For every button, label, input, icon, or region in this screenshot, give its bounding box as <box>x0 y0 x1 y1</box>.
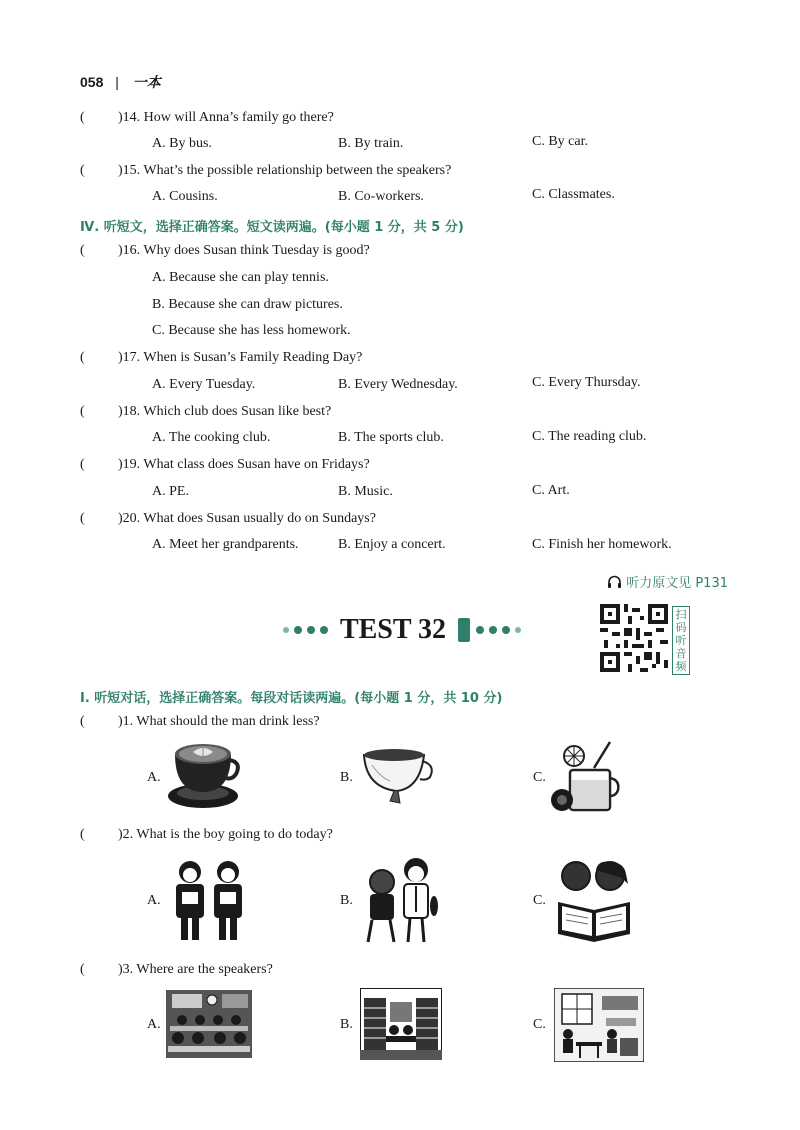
option-c: C. By car. <box>532 134 588 149</box>
kids-reading-image[interactable] <box>554 858 634 947</box>
listening-reference[interactable] <box>607 572 728 591</box>
section-1-title: Ⅰ. 听短对话，选择正确答案。每段对话读两遍。(每小题 1 分，共 10 分) <box>80 691 503 706</box>
answer-blank[interactable]: ( <box>80 243 85 258</box>
option-a: A. Because she can play tennis. <box>152 270 329 285</box>
option-a: A. By bus. <box>152 136 212 151</box>
page-number: 058 <box>80 74 104 90</box>
answer-blank[interactable]: ( <box>80 714 85 729</box>
question-17: ( )17. When is Susan’s Family Reading Day? <box>80 350 363 365</box>
qr-code[interactable] <box>600 604 668 672</box>
picture-label-a: A. <box>147 1017 161 1032</box>
decorative-dots-right <box>476 626 521 634</box>
restaurant-image[interactable] <box>554 988 644 1067</box>
headphones-icon <box>607 576 626 591</box>
question-15: ( )15. What’s the possible relationship between the speakers? <box>80 163 452 178</box>
picture-label-c: C. <box>533 1017 546 1032</box>
option-a: A. PE. <box>152 484 189 499</box>
answer-blank[interactable]: ( <box>80 163 85 178</box>
option-c: C. Finish her homework. <box>532 537 672 552</box>
answer-blank[interactable]: ( <box>80 827 85 842</box>
orange-juice-image[interactable] <box>550 740 620 821</box>
option-b: B. By train. <box>338 136 404 151</box>
question-2: ( )2. What is the boy going to do today? <box>80 827 333 842</box>
answer-blank[interactable]: ( <box>80 404 85 419</box>
option-a: A. The cooking club. <box>152 430 271 445</box>
decorative-dots-left <box>283 626 328 634</box>
option-b: B. Because she can draw pictures. <box>152 297 343 312</box>
page-header <box>80 72 161 92</box>
option-c: C. Because she has less homework. <box>152 323 351 338</box>
qr-label: 扫码听音频 <box>672 606 690 675</box>
picture-label-a: A. <box>147 770 161 785</box>
reference-text: 听力原文见 P131 <box>626 576 728 591</box>
picture-label-b: B. <box>340 1017 353 1032</box>
option-b: B. Co-workers. <box>338 189 424 204</box>
brand-logo-text: 一本 <box>132 75 161 91</box>
picture-label-a: A. <box>147 893 161 908</box>
title-tag-icon <box>458 618 470 642</box>
tea-cup-image[interactable] <box>360 747 438 810</box>
header-separator: | <box>115 74 119 90</box>
kids-talking-image[interactable] <box>362 856 442 949</box>
classroom-image[interactable] <box>166 990 252 1063</box>
option-b: B. Enjoy a concert. <box>338 537 446 552</box>
option-a: A. Cousins. <box>152 189 218 204</box>
test-title: TEST 32 <box>339 614 447 645</box>
coffee-cup-image[interactable] <box>166 740 240 815</box>
option-b: B. The sports club. <box>338 430 444 445</box>
picture-label-b: B. <box>340 893 353 908</box>
option-c: C. Classmates. <box>532 187 615 202</box>
question-20: ( )20. What does Susan usually do on Sundays? <box>80 511 376 526</box>
answer-blank[interactable]: ( <box>80 457 85 472</box>
option-c: C. Art. <box>532 483 570 498</box>
answer-blank[interactable]: ( <box>80 350 85 365</box>
option-c: C. Every Thursday. <box>532 375 641 390</box>
section-4-title: Ⅳ. 听短文，选择正确答案。短文读两遍。(每小题 1 分，共 5 分) <box>80 220 464 235</box>
question-19: ( )19. What class does Susan have on Fridays? <box>80 457 370 472</box>
picture-label-c: C. <box>533 770 546 785</box>
question-18: ( )18. Which club does Susan like best? <box>80 404 332 419</box>
question-16: ( )16. Why does Susan think Tuesday is good? <box>80 243 370 258</box>
question-3: ( )3. Where are the speakers? <box>80 962 273 977</box>
question-14: ( )14. How will Anna’s family go there? <box>80 110 334 125</box>
option-a: A. Meet her grandparents. <box>152 537 299 552</box>
option-a: A. Every Tuesday. <box>152 377 256 392</box>
question-1: ( )1. What should the man drink less? <box>80 714 320 729</box>
picture-label-c: C. <box>533 893 546 908</box>
option-c: C. The reading club. <box>532 429 647 444</box>
library-image[interactable] <box>360 988 442 1065</box>
option-b: B. Music. <box>338 484 393 499</box>
answer-blank[interactable]: ( <box>80 110 85 125</box>
answer-blank[interactable]: ( <box>80 511 85 526</box>
option-b: B. Every Wednesday. <box>338 377 458 392</box>
answer-blank[interactable]: ( <box>80 962 85 977</box>
test-title-banner <box>262 612 542 648</box>
two-kids-standing-image[interactable] <box>170 858 250 947</box>
picture-label-b: B. <box>340 770 353 785</box>
